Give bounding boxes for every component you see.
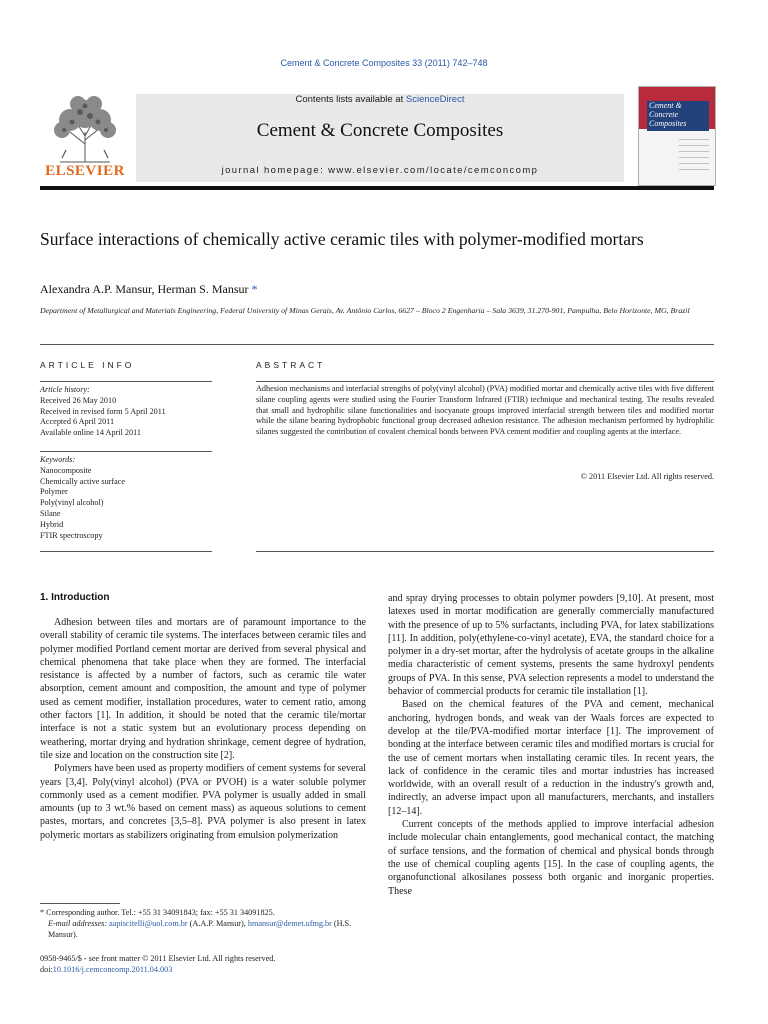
history-item: Received 26 May 2010 bbox=[40, 395, 117, 405]
body-paragraph: Based on the chemical features of the PVA and cement, mechanical anchoring, hydrogen bonds, and weak van der Waals forces are expected to develop at the tile/PVA-modified mortar interface [1]. The improvement of bonding at the interface between ceramic tiles and modified mortars is crucial for the use of cement mortars when installating ceramic tiles. In recent years, the lack of confidence in the ceramic tiles and mortar industries has increased worldwide, with an overall result of a reduction in the industry's growth and, indirectly, an adverse impact upon all manufacturers, merchants, and installers [12–14]. bbox=[388, 699, 714, 817]
body-paragraph: Polymers have been used as property modifiers of cement systems for several years [3,4]. Poly(vinyl alcohol) (PVA or PVOH) is a water soluble polymer commonly used as a cement modifier. PVA polymer is usually added in small amounts (up to 3 wt.% based on cement mass) as aqueous solutions to cement pastes, mortars, and concretes [3,5–8]. PVA polymer is also present in latex polymeric mortars as stabilizers originating from emulsion polymerization bbox=[40, 763, 366, 841]
body-column-left bbox=[40, 616, 366, 842]
email-link[interactable]: hmansur@demet.ufmg.br bbox=[247, 919, 332, 928]
journal-citation[interactable]: Cement & Concrete Composites 33 (2011) 742–748 bbox=[280, 58, 488, 68]
affiliation-rule bbox=[40, 344, 714, 345]
body-paragraph: Current concepts of the methods applied to improve interfacial adhesion include molecular chain entanglements, good mechanical contact, the matching of surface tensions, and the formation of chemical and physical bonds through the use of chemical coupling agents [15]. In the case of coupling agents, the organofunctional alkosilanes possess both organic and inorganic properties. These bbox=[388, 819, 714, 897]
cover-title-line: Cement & bbox=[649, 101, 682, 110]
journal-name: Cement & Concrete Composites bbox=[256, 120, 504, 141]
keyword-item: Hybrid bbox=[40, 519, 64, 529]
abstract-bottom-rule bbox=[256, 551, 714, 552]
keywords-rule bbox=[40, 451, 212, 452]
article-history bbox=[40, 385, 212, 439]
affiliation: Department of Metallurgical and Materials Engineering, Federal University of Minas Gerais, Av. Antônio Carlos, 6627 – Bloco 2 Engenharia – Sala 3639, 31.270-901, Pampulha, Belo Horizonte, MG, Brazil bbox=[40, 306, 690, 315]
keyword-item: Polymer bbox=[40, 487, 68, 497]
issn-line: 0958-9465/$ - see front matter © 2011 Elsevier Ltd. All rights reserved. bbox=[40, 954, 276, 963]
cover-title-line: Concrete bbox=[649, 110, 679, 119]
doi-line bbox=[40, 964, 366, 975]
keyword-item: Chemically active surface bbox=[40, 476, 126, 486]
publisher-logo bbox=[40, 92, 130, 180]
header-rule bbox=[40, 186, 714, 190]
front-matter bbox=[40, 953, 366, 975]
body-column-right bbox=[388, 592, 714, 898]
keyword-item: Nanocomposite bbox=[40, 465, 92, 475]
article-info-heading: ARTICLE INFO bbox=[40, 360, 135, 370]
keywords bbox=[40, 455, 212, 541]
email-note bbox=[40, 918, 366, 940]
article-info-bottom-rule bbox=[40, 551, 212, 552]
body-paragraph: and spray drying processes to obtain polymer powders [9,10]. At present, most latexes used in mortar modification are generally commercially manufactured with the presence of up to 5% surfactants, including PVA, for latex stabilizations [11]. In addition, poly(ethylene-co-vinyl acetate), EVA, the standard choice for a polymer in a dry-set mortar, after the hydrolysis of acetate groups in the alkaline media characteristic of cement systems, presents the same hydroxyl pendents groups of PVA. In this sense, PVA selection represents a model to understand the behavior of commercial products for ceramic tile installation [1]. bbox=[388, 593, 714, 698]
corresponding-author-note: * Corresponding author. Tel.: +55 31 34091843; fax: +55 31 34091825. bbox=[40, 908, 275, 917]
abstract-copyright: © 2011 Elsevier Ltd. All rights reserved. bbox=[580, 472, 714, 481]
elsevier-tree-icon bbox=[40, 92, 130, 164]
email-link[interactable]: aapiscitelli@uol.com.br bbox=[109, 919, 188, 928]
cover-title bbox=[649, 101, 709, 128]
paper-title: Surface interactions of chemically active ceramic tiles with polymer-modified mortars bbox=[40, 229, 644, 249]
footnotes bbox=[40, 907, 366, 940]
keyword-item: Poly(vinyl alcohol) bbox=[40, 498, 104, 508]
author-list bbox=[40, 282, 258, 297]
elsevier-wordmark: ELSEVIER bbox=[45, 163, 125, 179]
authors: Alexandra A.P. Mansur, Herman S. Mansur bbox=[40, 282, 249, 296]
journal-cover-thumbnail[interactable] bbox=[638, 86, 716, 186]
cover-title-line: Composites bbox=[649, 119, 687, 128]
cover-text-lines bbox=[679, 139, 709, 179]
email-label: E-mail addresses: bbox=[48, 919, 108, 928]
contents-line bbox=[136, 94, 624, 105]
keyword-item: FTIR spectroscopy bbox=[40, 530, 103, 540]
contents-prefix: Contents lists available at bbox=[295, 94, 406, 105]
email-owner: (H.S. Mansur). bbox=[48, 919, 352, 939]
keyword-item: Silane bbox=[40, 508, 61, 518]
history-item: Received in revised form 5 April 2011 bbox=[40, 406, 166, 416]
body-paragraph: Adhesion between tiles and mortars are of paramount importance to the overall stability of ceramic tile systems. The interfaces between ceramic tiles and polymer modified Portland cement mortar are derived from several physical and chemical phenomena that take place when they are formed. The interfacial resistance is affected by a number of factors, such as ceramic tile water absorption, cement amount and composition, the amount and type of polymer used as cement modifier, installation procedures, water to cement ratio, among other factors [1]. In addition, it should be noted that the ceramic tile/mortar interface is not a static system but an evolutionary process depending on weathering, mortar drying and hydration shrinkage, cement degree of hydration, tile size and location on the construction site [2]. bbox=[40, 617, 366, 761]
abstract-rule bbox=[256, 381, 714, 382]
introduction-heading: 1. Introduction bbox=[40, 592, 110, 603]
footnote-rule bbox=[40, 903, 120, 904]
abstract-heading: ABSTRACT bbox=[256, 360, 326, 370]
doi-prefix: doi: bbox=[40, 965, 53, 974]
journal-homepage[interactable]: journal homepage: www.elsevier.com/locate/cemconcomp bbox=[221, 165, 539, 176]
doi-link[interactable]: 10.1016/j.cemconcomp.2011.04.003 bbox=[52, 965, 173, 974]
article-history-label: Article history: bbox=[40, 385, 90, 394]
history-item: Available online 14 April 2011 bbox=[40, 428, 141, 438]
sciencedirect-link[interactable]: ScienceDirect bbox=[405, 94, 465, 105]
corresponding-author-mark[interactable]: * bbox=[251, 282, 258, 296]
abstract-text: Adhesion mechanisms and interfacial strengths of poly(vinyl alcohol) (PVA) modified mortar and chemically active tiles with five different silane coupling agents were studied using the Fourier Transform Infrared (FTIR) technique and mechanical testing. The results revealed that small and hydrophilic silane functionalities and isocyanate groups improved interfacial strength between tiles and modified mortar while the silane bearing hydrophobic functional group decreased adhesion resistance. The adhesion mechanism performed by hydrophilic silanes suggested the contribution of covalent chemical bonds between PVA cement modifier and coupling agents at the interface. bbox=[256, 384, 714, 437]
email-owner: (A.A.P. Mansur), bbox=[189, 919, 246, 928]
keywords-label: Keywords: bbox=[40, 455, 76, 464]
journal-masthead bbox=[136, 94, 624, 182]
article-info-rule bbox=[40, 381, 212, 382]
history-item: Accepted 6 April 2011 bbox=[40, 417, 115, 427]
